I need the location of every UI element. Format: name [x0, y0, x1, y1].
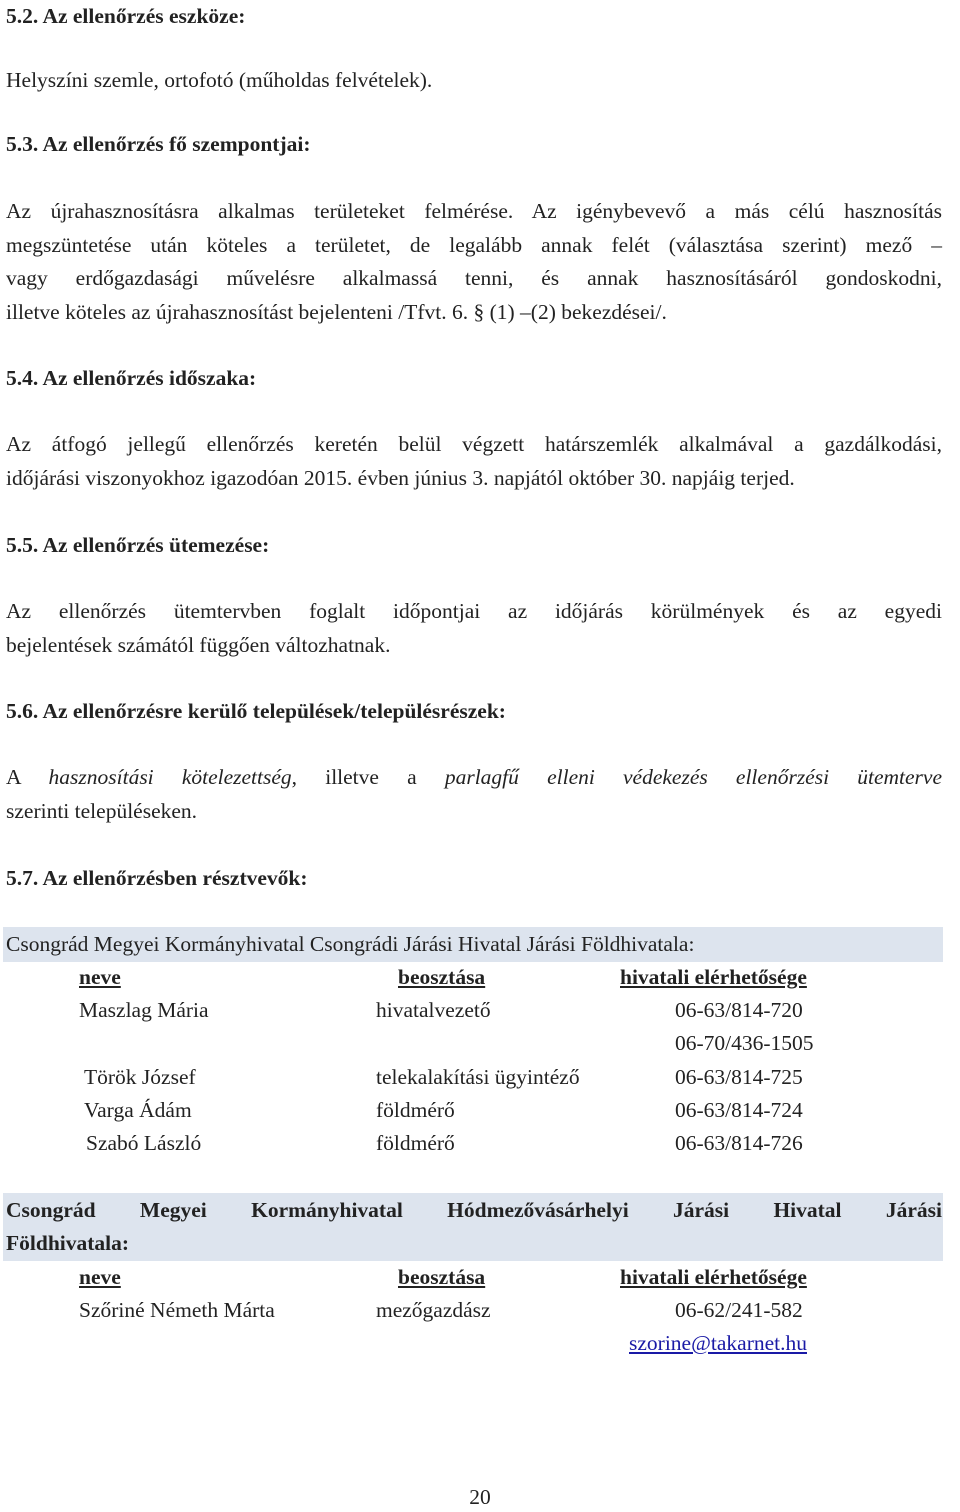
- section-5-6-line: [6, 761, 942, 794]
- section-5-3-line: Az újrahasznosításra alkalmas területeket felmérése. Az igénybevevő a más célú hasznosítás: [6, 199, 942, 223]
- section-5-3-line: illetve köteles az újrahasznosítást bejelenteni /Tfvt. 6. § (1) –(2) bekezdései/.: [6, 300, 667, 324]
- section-5-2-text: Helyszíni szemle, ortofotó (műholdas felvételek).: [6, 68, 433, 92]
- staff-role: földmérő: [376, 1131, 455, 1155]
- staff-name: Szőriné Németh Márta: [79, 1298, 275, 1322]
- office-1-header-role: beosztása: [398, 965, 486, 989]
- office-1-title-band: [3, 927, 943, 962]
- text-fragment: A: [6, 765, 21, 789]
- office-1-header-contact: hivatali elérhetősége: [620, 965, 807, 989]
- staff-phone: 06-63/814-724: [675, 1098, 803, 1122]
- staff-phone: 06-70/436-1505: [675, 1031, 814, 1055]
- staff-role: földmérő: [376, 1098, 455, 1122]
- staff-phone: 06-63/814-720: [675, 998, 803, 1022]
- staff-role: telekalakítási ügyintéző: [376, 1065, 580, 1089]
- section-5-4-heading: 5.4. Az ellenőrzés időszaka:: [6, 366, 257, 390]
- staff-name: Maszlag Mária: [79, 998, 209, 1022]
- section-5-2-heading: 5.2. Az ellenőrzés eszköze:: [6, 4, 246, 28]
- staff-phone: 06-63/814-725: [675, 1065, 803, 1089]
- staff-role: hivatalvezető: [376, 998, 491, 1022]
- section-5-4-line: időjárási viszonyokhoz igazodóan 2015. évben június 3. napjától október 30. napjáig terjed.: [6, 466, 795, 490]
- office-2-header-name: neve: [79, 1265, 121, 1289]
- office-2-title-line: Földhivatala:: [6, 1231, 130, 1255]
- staff-name: Varga Ádám: [84, 1098, 192, 1122]
- staff-phone: 06-63/814-726: [675, 1131, 803, 1155]
- staff-phone: 06-62/241-582: [675, 1298, 803, 1322]
- staff-name: Török József: [84, 1065, 196, 1089]
- section-5-3-heading: 5.3. Az ellenőrzés fő szempontjai:: [6, 132, 311, 156]
- section-5-5-heading: 5.5. Az ellenőrzés ütemezése:: [6, 533, 270, 557]
- section-5-6-heading: 5.6. Az ellenőrzésre kerülő települések/településrészek:: [6, 699, 506, 723]
- office-2-header-role: beosztása: [398, 1265, 486, 1289]
- text-fragment: , illetve a: [291, 765, 417, 789]
- section-5-5-line: Az ellenőrzés ütemtervben foglalt időpontjai az időjárás körülmények és az egyedi: [6, 599, 942, 623]
- staff-role: mezőgazdász: [376, 1298, 491, 1322]
- office-2-header-contact: hivatali elérhetősége: [620, 1265, 807, 1289]
- office-1-header-name: neve: [79, 965, 121, 989]
- section-5-5-line: bejelentések számától függően változhatnak.: [6, 633, 391, 657]
- section-5-4-line: Az átfogó jellegű ellenőrzés keretén belül végzett határszemlék alkalmával a gazdálkodási,: [6, 432, 942, 456]
- section-5-3-line: vagy erdőgazdasági művelésre alkalmassá tenni, és annak hasznosításáról gondoskodni,: [6, 266, 942, 290]
- email-link[interactable]: szorine@takarnet.hu: [629, 1331, 807, 1355]
- office-2-title-line: Csongrád Megyei Kormányhivatal Hódmezővásárhelyi Járási Hivatal Járási: [6, 1198, 942, 1222]
- office-1-title: Csongrád Megyei Kormányhivatal Csongrádi Járási Hivatal Járási Földhivatala:: [6, 932, 695, 956]
- section-5-3-line: megszüntetése után köteles a területet, de legalább annak felét (választása szerint) mező –: [6, 233, 942, 257]
- staff-name: Szabó László: [86, 1131, 202, 1155]
- section-5-6-line: szerinti településeken.: [6, 799, 198, 823]
- office-2-title-band: [3, 1193, 943, 1261]
- page-number: 20: [469, 1485, 491, 1509]
- italic-term: hasznosítási kötelezettség: [48, 765, 292, 789]
- italic-term: parlagfű elleni védekezés ellenőrzési ütemterve: [444, 765, 942, 789]
- section-5-7-heading: 5.7. Az ellenőrzésben résztvevők:: [6, 866, 308, 890]
